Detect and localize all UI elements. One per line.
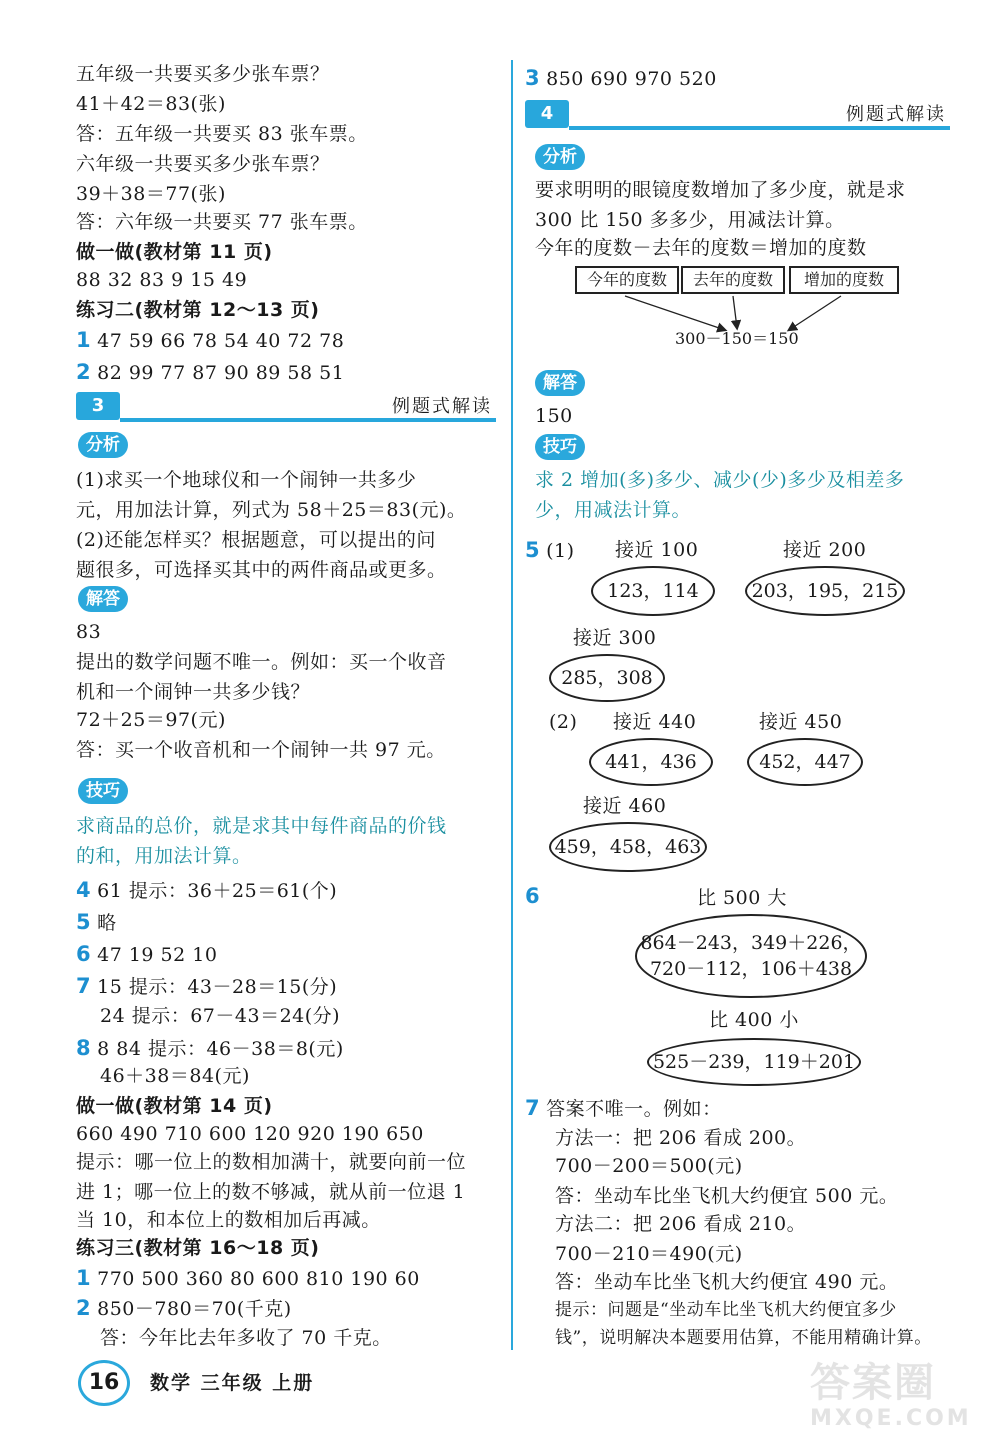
zuoyizuo2-title: 做一做(教材第 14 页) xyxy=(76,1095,273,1117)
diagram-formula: 300－150＝150 xyxy=(675,329,799,348)
label-near-460: 接近 460 xyxy=(583,795,667,817)
label-greater-500: 比 500 大 xyxy=(697,887,787,909)
text-line: 答：坐动车比坐飞机大约便宜 490 元。 xyxy=(555,1271,899,1293)
label-near-300: 接近 300 xyxy=(573,627,657,649)
lianxi2-q2: 2 82 99 77 87 90 89 58 51 xyxy=(76,360,345,384)
text-line: 求商品的总价，就是求其中每件商品的价钱 xyxy=(76,815,447,837)
oval-near-440: 441，436 xyxy=(589,738,713,786)
oval-line: 720－112，106＋438 xyxy=(649,958,853,980)
question-8: 8 8 84 提示：46－38＝8(元) xyxy=(76,1036,344,1060)
text-line: 700－200＝500(元) xyxy=(555,1155,743,1177)
jiqiao-badge: 技巧 xyxy=(535,434,585,460)
box-last-year: 去年的度数 xyxy=(681,266,785,294)
question-6-number: 6 xyxy=(525,884,541,908)
label-near-100: 接近 100 xyxy=(615,539,699,561)
text-line: 机和一个闹钟一共多少钱？ xyxy=(76,681,311,703)
box-increase: 增加的度数 xyxy=(789,266,899,294)
tishi-line: 当 10，和本位上的数相加后再减。 xyxy=(76,1209,381,1231)
text-line: 方法二：把 206 看成 210。 xyxy=(555,1213,807,1235)
fenxi-badge: 分析 xyxy=(78,432,128,458)
text-line: 六年级一共要买多少张车票？ xyxy=(76,153,330,175)
lianxi3-title: 练习三(教材第 16～18 页) xyxy=(76,1237,320,1259)
watermark-url: MXQE.COM xyxy=(810,1406,972,1431)
zuoyizuo-title: 做一做(教材第 11 页) xyxy=(76,241,273,263)
question-5-part2: (2) xyxy=(549,711,578,733)
oval-less-400: 525－239，119＋201 xyxy=(647,1038,861,1086)
oval-greater-500 xyxy=(635,914,867,998)
tishi-line: 提示：问题是“坐动车比坐飞机大约便宜多少 xyxy=(555,1300,897,1320)
section-header-4 xyxy=(525,100,950,130)
box-this-year: 今年的度数 xyxy=(575,266,679,294)
question-6: 6 47 19 52 10 xyxy=(76,942,218,966)
question-7: 7 15 提示：43－28＝15(分) xyxy=(76,974,338,998)
section-rule xyxy=(569,126,950,130)
lianxi3-q2: 2 850－780＝70(千克) xyxy=(76,1296,292,1320)
question-3: 3 850 690 970 520 xyxy=(525,66,717,90)
text-line: 答：五年级一共要买 83 张车票。 xyxy=(76,123,368,145)
text-line: 要求明明的眼镜度数增加了多少度，就是求 xyxy=(535,179,906,201)
page-number: 16 xyxy=(78,1360,130,1406)
lianxi2-q1: 1 47 59 66 78 54 40 72 78 xyxy=(76,328,345,352)
text-line: 700－210＝490(元) xyxy=(555,1243,743,1265)
text-line: 提出的数学问题不唯一。例如：买一个收音 xyxy=(76,651,447,673)
answer-value: 150 xyxy=(535,405,573,427)
text-line: 少，用减法计算。 xyxy=(535,499,692,521)
text-line: 72＋25＝97(元) xyxy=(76,709,226,731)
text-line: 元，用加法计算，列式为 58＋25＝83(元)。 xyxy=(76,499,467,521)
label-less-400: 比 400 小 xyxy=(709,1009,799,1031)
section-title: 例题式解读 xyxy=(392,396,492,417)
question-7: 7 答案不唯一。例如： xyxy=(525,1096,722,1120)
text-line: 83 xyxy=(76,621,102,643)
text-line: (1)求买一个地球仪和一个闹钟一共多少 xyxy=(76,469,417,491)
text-line: 答：买一个收音机和一个闹钟一共 97 元。 xyxy=(76,739,446,761)
zuoyizuo-values: 88 32 83 9 15 49 xyxy=(76,269,248,291)
jieda-badge: 解答 xyxy=(535,370,585,396)
text-line: 答：六年级一共要买 77 张车票。 xyxy=(76,211,368,233)
text-line: 的和，用加法计算。 xyxy=(76,845,252,867)
watermark-text: 答案圈 xyxy=(810,1360,936,1406)
section-title: 例题式解读 xyxy=(846,104,946,125)
text-line: 答：坐动车比坐飞机大约便宜 500 元。 xyxy=(555,1185,899,1207)
oval-near-200: 203，195，215 xyxy=(745,566,905,616)
question-8-line2: 46＋38＝84(元) xyxy=(100,1065,250,1087)
tishi-line: 进 1；哪一位上的数不够减，就从前一位退 1 xyxy=(76,1181,466,1203)
label-near-450: 接近 450 xyxy=(759,711,843,733)
tishi-line: 钱”，说明解决本题要用估算，不能用精确计算。 xyxy=(555,1328,932,1348)
text-line: 求 2 增加(多)多少、减少(少)多少及相差多 xyxy=(535,469,905,491)
section-number: 3 xyxy=(76,392,120,420)
zuoyizuo2-values: 660 490 710 600 120 920 190 650 xyxy=(76,1123,424,1145)
text-line: 39＋38＝77(张) xyxy=(76,183,226,205)
text-line: 五年级一共要买多少张车票？ xyxy=(76,63,330,85)
text-line: 方法一：把 206 看成 200。 xyxy=(555,1127,807,1149)
oval-line: 864－243，349＋226， xyxy=(640,932,862,954)
label-near-200: 接近 200 xyxy=(783,539,867,561)
text-line: (2)还能怎样买？根据题意，可以提出的问 xyxy=(76,529,436,551)
column-divider xyxy=(511,60,513,1350)
oval-near-300: 285，308 xyxy=(549,654,665,702)
lianxi3-q1: 1 770 500 360 80 600 810 190 60 xyxy=(76,1266,420,1290)
section-header-3 xyxy=(76,392,496,422)
watermark-logo xyxy=(810,1360,990,1440)
jiqiao-badge: 技巧 xyxy=(78,778,128,804)
section-number: 4 xyxy=(525,100,569,128)
oval-near-100: 123，114 xyxy=(591,566,715,616)
question-4: 4 61 提示：36＋25＝61(个) xyxy=(76,878,338,902)
text-line: 41＋42＝83(张) xyxy=(76,93,226,115)
lianxi3-q2-answer: 答：今年比去年多收了 70 千克。 xyxy=(100,1327,392,1349)
degree-diagram xyxy=(575,266,905,346)
text-line: 题很多，可选择买其中的两件商品或更多。 xyxy=(76,559,447,581)
book-title: 数学 三年级 上册 xyxy=(150,1372,315,1394)
oval-near-450: 452，447 xyxy=(747,738,863,786)
text-line: 今年的度数－去年的度数＝增加的度数 xyxy=(535,237,867,259)
question-5-number: 5 (1) xyxy=(525,538,575,562)
question-5: 5 略 xyxy=(76,910,117,934)
page-footer xyxy=(78,1360,498,1410)
oval-near-460: 459，458，463 xyxy=(549,822,707,872)
fenxi-badge: 分析 xyxy=(535,144,585,170)
jieda-badge: 解答 xyxy=(78,586,128,612)
tishi-line: 提示：哪一位上的数相加满十，就要向前一位 xyxy=(76,1151,467,1173)
label-near-440: 接近 440 xyxy=(613,711,697,733)
text-line: 300 比 150 多多少，用减法计算。 xyxy=(535,209,845,231)
question-7-line2: 24 提示：67－43＝24(分) xyxy=(100,1005,341,1027)
lianxi2-title: 练习二(教材第 12～13 页) xyxy=(76,299,320,321)
section-rule xyxy=(120,418,496,422)
